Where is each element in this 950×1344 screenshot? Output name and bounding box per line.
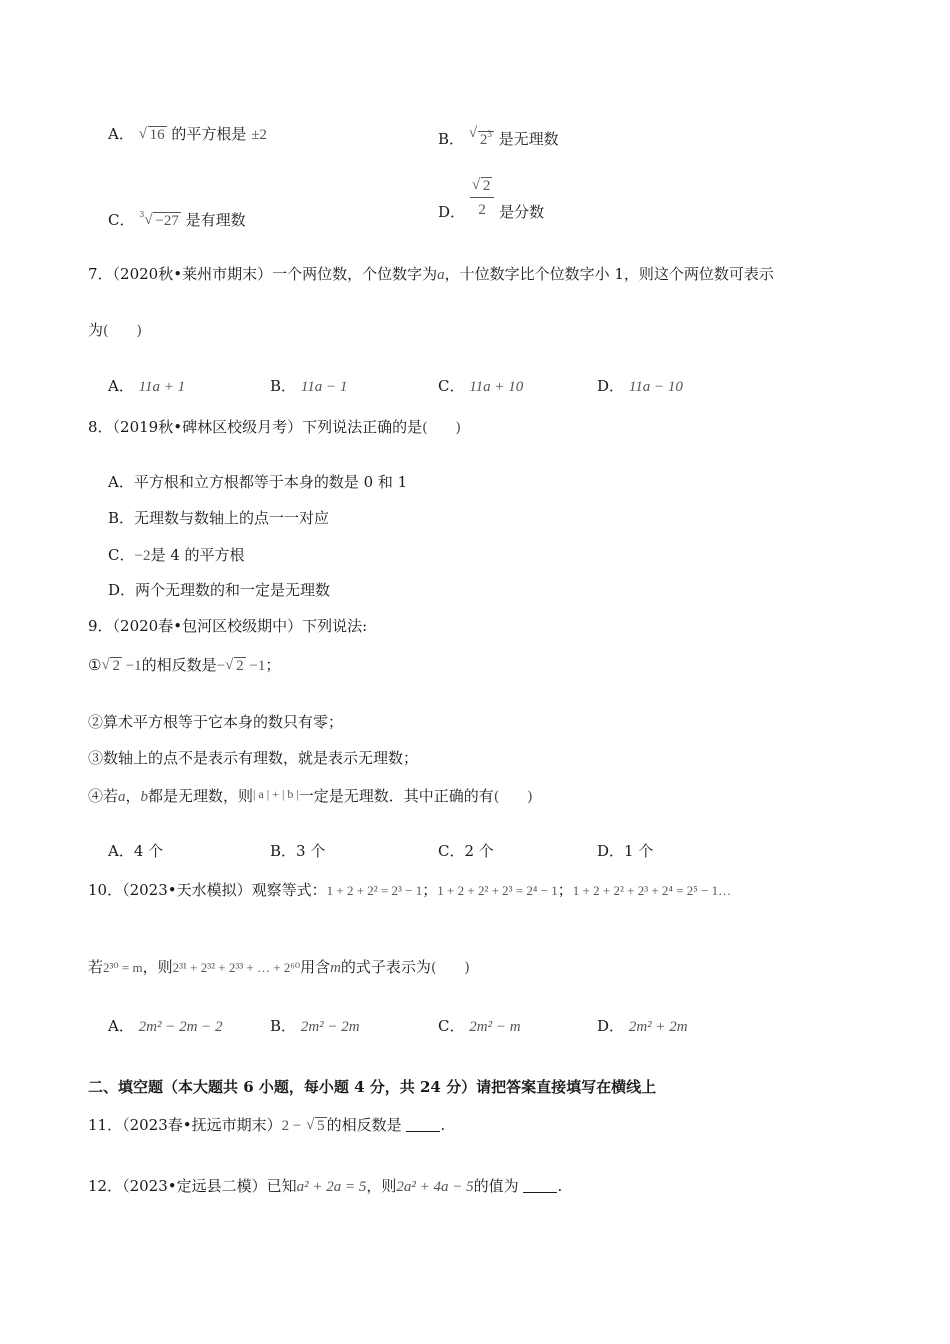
q8-option-d[interactable]: D．两个无理数的和一定是无理数 bbox=[108, 581, 331, 599]
answer-paren: ( ) bbox=[493, 789, 533, 805]
answer-paren: ( ) bbox=[430, 960, 470, 976]
q9-option-a[interactable]: A．4 个 bbox=[108, 842, 164, 860]
q10-stem: 10．（2023•天水模拟）观察等式：1 + 2 + 2² = 2³ − 1；1 + 2 + 2² + 2³ = 2⁴ − 1；1 + 2 + 2² + 2³ + 2⁴ = 2⁵ − 1… bbox=[88, 881, 732, 899]
question-number: 7． bbox=[88, 265, 113, 283]
math-expression: −2 bbox=[134, 548, 151, 564]
q9-statement-4: ④若a，b都是无理数，则$^{| a | + | b |}$一定是无理数．其中正确的有( ) bbox=[88, 787, 533, 805]
q8-stem bbox=[88, 417, 461, 438]
answer-blank[interactable] bbox=[406, 1117, 440, 1132]
fraction: √ $\frac{2}{2}$ bbox=[470, 178, 495, 219]
answer-paren: ( ) bbox=[103, 323, 142, 339]
option-text: 是有理数 bbox=[185, 211, 246, 229]
sqrt-expression: √ $2^3$ bbox=[469, 124, 494, 150]
variable: a bbox=[437, 267, 445, 283]
cube-root-expression: √ −27 bbox=[144, 211, 180, 231]
q9-option-d[interactable]: D．1 个 bbox=[597, 842, 654, 860]
question-number: 8． bbox=[88, 418, 113, 436]
q12-stem: 12．（2023•定远县二模）已知a² + 2a = 5，则2a² + 4a − 5的值为 . bbox=[88, 1177, 563, 1195]
question-text: 一个两位数，个位数字为 bbox=[272, 265, 438, 283]
option-letter: A． bbox=[108, 125, 134, 143]
q8-option-b[interactable]: B．无理数与数轴上的点一一对应 bbox=[108, 509, 330, 527]
q6-option-c[interactable] bbox=[108, 205, 246, 231]
option-text: 是无理数 bbox=[498, 130, 559, 148]
q9-statement-3: ③数轴上的点不是表示有理数，就是表示无理数； bbox=[88, 749, 419, 767]
math-expression: ±2 bbox=[251, 127, 267, 143]
sqrt-expression: √ 16 bbox=[139, 125, 167, 145]
q7-option-b[interactable]: B． 11a − 1 bbox=[270, 377, 348, 395]
q10-option-d[interactable]: D． 2m² + 2m bbox=[597, 1017, 688, 1035]
question-text: 下列说法正确的是 bbox=[302, 418, 423, 436]
question-source: （2023春•抚远市期末） bbox=[122, 1116, 282, 1134]
section-heading: 二、填空题（本大题共 6 小题，每小题 4 分，共 24 分）请把答案直接填写在横线上 bbox=[88, 1078, 657, 1096]
option-letter: D． bbox=[438, 202, 466, 221]
q6-option-b[interactable] bbox=[438, 124, 559, 150]
q9-statement-2: ②算术平方根等于它本身的数只有零； bbox=[88, 713, 344, 731]
q9-stem bbox=[88, 616, 367, 636]
q8-option-c[interactable]: C．−2是 4 的平方根 bbox=[108, 546, 245, 564]
question-text: 下列说法: bbox=[302, 617, 368, 635]
question-source: （2023•天水模拟） bbox=[122, 881, 252, 899]
answer-blank[interactable] bbox=[523, 1178, 557, 1193]
question-number: 11． bbox=[88, 1116, 123, 1134]
q7-option-d[interactable]: D． 11a − 10 bbox=[597, 377, 683, 395]
q9-statement-1: ①√ 2 −1的相反数是−√ 2 −1； bbox=[88, 655, 280, 676]
root-index: 3 bbox=[139, 210, 145, 219]
option-letter: B． bbox=[438, 130, 465, 148]
q7-stem bbox=[88, 264, 774, 285]
question-number: 10． bbox=[88, 881, 123, 899]
q7-stem-cont bbox=[88, 320, 142, 341]
q6-option-d[interactable] bbox=[438, 178, 544, 219]
q10-stem-cont: 若2³⁰ = m，则2³¹ + 2³² + 2³³ + … + 2⁶⁰用含m的式子表示为( ) bbox=[88, 958, 470, 976]
q10-option-c[interactable]: C． 2m² − m bbox=[438, 1017, 521, 1035]
question-source: （2023•定远县二模） bbox=[122, 1177, 267, 1195]
question-source: （2020春•包河区校级期中） bbox=[112, 617, 303, 635]
question-text: ，十位数字比个位数字小 1，则这个两位数可表示 bbox=[444, 265, 774, 283]
question-number: 12． bbox=[88, 1177, 123, 1195]
question-source: （2020秋•莱州市期末） bbox=[112, 265, 273, 283]
option-text: 的平方根是 bbox=[171, 125, 247, 143]
q10-option-a[interactable]: A． 2m² − 2m − 2 bbox=[108, 1017, 223, 1035]
q9-option-c[interactable]: C．2 个 bbox=[438, 842, 494, 860]
option-letter: C． bbox=[108, 211, 135, 229]
option-text: 是分数 bbox=[499, 202, 545, 221]
answer-paren: ( ) bbox=[422, 420, 462, 436]
q7-option-a[interactable]: A． 11a + 1 bbox=[108, 377, 186, 395]
q8-option-a[interactable]: A．平方根和立方根都等于本身的数是 0 和 1 bbox=[108, 473, 408, 491]
q9-option-b[interactable]: B．3 个 bbox=[270, 842, 326, 860]
question-source: （2019秋•碑林区校级月考） bbox=[112, 418, 303, 436]
question-number: 9． bbox=[88, 617, 113, 635]
q7-option-c[interactable]: C． 11a + 10 bbox=[438, 377, 524, 395]
question-text: 为 bbox=[88, 321, 104, 339]
q11-stem: 11．（2023春•抚远市期末）2 − √ 5 的相反数是 . bbox=[88, 1115, 445, 1136]
q6-option-a[interactable] bbox=[108, 124, 267, 145]
q10-option-b[interactable]: B． 2m² − 2m bbox=[270, 1017, 360, 1035]
question-text: 观察等式： bbox=[251, 881, 327, 899]
